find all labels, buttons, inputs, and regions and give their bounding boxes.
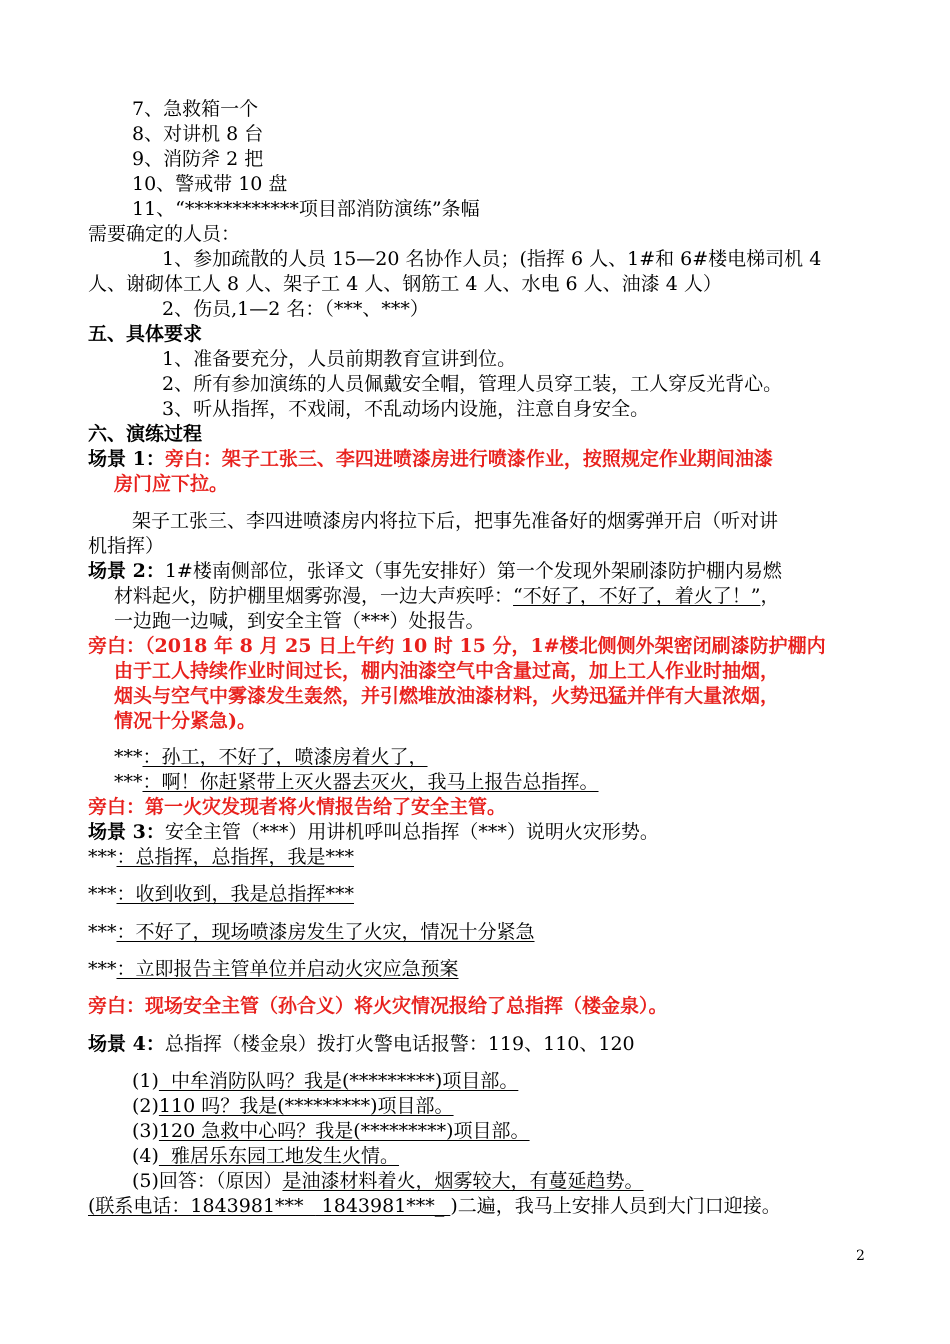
dialogue-speaker: *** (88, 921, 117, 943)
call-pre: 回答：（原因） (158, 1170, 283, 1192)
call-num: (1) (132, 1070, 159, 1092)
call-2 (132, 1093, 454, 1119)
personnel-item1-line1: 1、参加疏散的人员 15—20 名协作人员；(指挥 6 人、1#和 6#楼电梯司机 4 (162, 248, 822, 270)
page-number: 2 (856, 1248, 865, 1264)
section5-item-2: 2、所有参加演练的人员佩戴安全帽，管理人员穿工装，工人穿反光背心。 (162, 373, 783, 395)
narration4: 旁白：现场安全主管（孙合义）将火灾情况报给了总指挥（楼金泉）。 (88, 995, 668, 1017)
personnel-item1-line2: 人、谢砌体工人 8 人、架子工 4 人、钢筋工 4 人、水电 6 人、油漆 4 人） (88, 273, 722, 295)
dialogue-text: ：收到收到，我是总指挥*** (116, 883, 355, 905)
equipment-item-9: 9、消防斧 2 把 (132, 148, 264, 170)
call-text: 110 吗？我是(*********)项目部。 (158, 1095, 454, 1117)
dialogue1-line1 (114, 744, 428, 770)
scene2-line3: 一边跑一边喊，到安全主管（***）处报告。 (114, 610, 485, 632)
dialogue-speaker: *** (88, 883, 117, 905)
scene1-line1 (88, 446, 773, 472)
equipment-item-11: 11、“************项目部消防演练”条幅 (132, 198, 480, 220)
narration2-line1: 旁白：（2018 年 8 月 25 日上午约 10 时 15 分，1#楼北侧侧外架密闭刷漆防护棚内 (88, 635, 826, 657)
dialogue2-line1 (88, 844, 354, 870)
personnel-item2: 2、伤员,1—2 名：（***、***） (162, 298, 429, 320)
contact-phone-2: 1843981***_ (315, 1195, 451, 1217)
call-num: (4) (132, 1145, 159, 1167)
scene4-line (88, 1031, 635, 1057)
call-3 (132, 1118, 530, 1144)
scene4-label: 场景 4： (88, 1033, 165, 1055)
section6-heading: 六、演练过程 (88, 423, 203, 445)
scene2-line2 (114, 583, 779, 609)
call-num: (5) (132, 1170, 159, 1192)
call-5 (132, 1168, 643, 1194)
scene1-narration: 旁白：架子工张三、李四进喷漆房进行喷漆作业，按照规定作业期间油漆 (164, 448, 773, 470)
scene3-label: 场景 3： (88, 821, 165, 843)
call-text: 120 急救中心吗？我是(*********)项目部。 (158, 1120, 530, 1142)
scene2-line1 (88, 558, 782, 584)
scene2-line2-post: ， (760, 585, 780, 607)
dialogue-text: ：不好了，现场喷漆房发生了火灾，情况十分紧急 (116, 921, 535, 943)
dialogue-text: ：总指挥，总指挥，我是*** (116, 846, 355, 868)
dialogue-speaker: *** (114, 746, 143, 768)
dialogue2-line4 (88, 956, 459, 982)
call-4 (132, 1143, 399, 1169)
dialogue-text: ：啊！你赶紧带上灭火器去灭火，我马上报告总指挥。 (142, 771, 599, 793)
scene3-line (88, 819, 659, 845)
dialogue-text: ：孙工，不好了，喷漆房着火了， (142, 746, 428, 768)
section5-heading: 五、具体要求 (88, 323, 203, 345)
dialogue-speaker: *** (88, 846, 117, 868)
contact-rest: )二遍，我马上安排人员到大门口迎接。 (450, 1195, 781, 1217)
dialogue2-line3 (88, 919, 535, 945)
narration2-line2: 由于工人持续作业时间过长，棚内油漆空气中含量过高，加上工人作业时抽烟， (114, 660, 780, 682)
scene1-body-line2: 机指挥） (88, 535, 165, 557)
scene3-text: 安全主管（***）用讲机呼叫总指挥（***）说明火灾形势。 (164, 821, 659, 843)
dialogue-speaker: *** (88, 958, 117, 980)
contact-phone-1: (联系电话：1843981*** (88, 1195, 316, 1217)
scene2-quote: “不好了，不好了，着火了！” (513, 585, 761, 607)
section5-item-3: 3、听从指挥，不戏闹，不乱动场内设施，注意自身安全。 (162, 398, 650, 420)
narration2-line3: 烟头与空气中雾漆发生轰然，并引燃堆放油漆材料，火势迅猛并伴有大量浓烟， (114, 685, 780, 707)
call-num: (2) (132, 1095, 159, 1117)
call-text: 中牟消防队吗？我是(*********)项目部。 (158, 1070, 519, 1092)
section5-item-1: 1、准备要充分，人员前期教育宣讲到位。 (162, 348, 517, 370)
call-text: 是油漆材料着火，烟雾较大，有蔓延趋势。 (282, 1170, 644, 1192)
narration3: 旁白：第一火灾发现者将火情报告给了安全主管。 (88, 796, 507, 818)
call-text: 雅居乐东园工地发生火情。 (158, 1145, 400, 1167)
call-1 (132, 1068, 518, 1094)
equipment-item-7: 7、急救箱一个 (132, 98, 259, 120)
equipment-item-10: 10、警戒带 10 盘 (132, 173, 288, 195)
scene4-text: 总指挥（楼金泉）拨打火警电话报警：119、110、120 (164, 1033, 635, 1055)
scene1-label: 场景 1： (88, 448, 165, 470)
dialogue1-line2 (114, 769, 599, 795)
scene2-text: 1#楼南侧部位，张译文（事先安排好）第一个发现外架刷漆防护棚内易燃 (164, 560, 782, 582)
dialogue2-line2 (88, 881, 354, 907)
equipment-item-8: 8、对讲机 8 台 (132, 123, 264, 145)
scene2-label: 场景 2： (88, 560, 165, 582)
scene2-line2-pre: 材料起火，防护棚里烟雾弥漫，一边大声疾呼： (114, 585, 514, 607)
narration2-line4: 情况十分紧急)。 (114, 710, 256, 732)
call-num: (3) (132, 1120, 159, 1142)
contact-line (88, 1193, 781, 1219)
scene1-narration-cont: 房门应下拉。 (114, 473, 229, 495)
scene1-body-line1: 架子工张三、李四进喷漆房内将拉下后，把事先准备好的烟雾弹开启（听对讲 (132, 510, 779, 532)
personnel-heading: 需要确定的人员： (88, 223, 241, 245)
dialogue-speaker: *** (114, 771, 143, 793)
dialogue-text: ：立即报告主管单位并启动火灾应急预案 (116, 958, 459, 980)
